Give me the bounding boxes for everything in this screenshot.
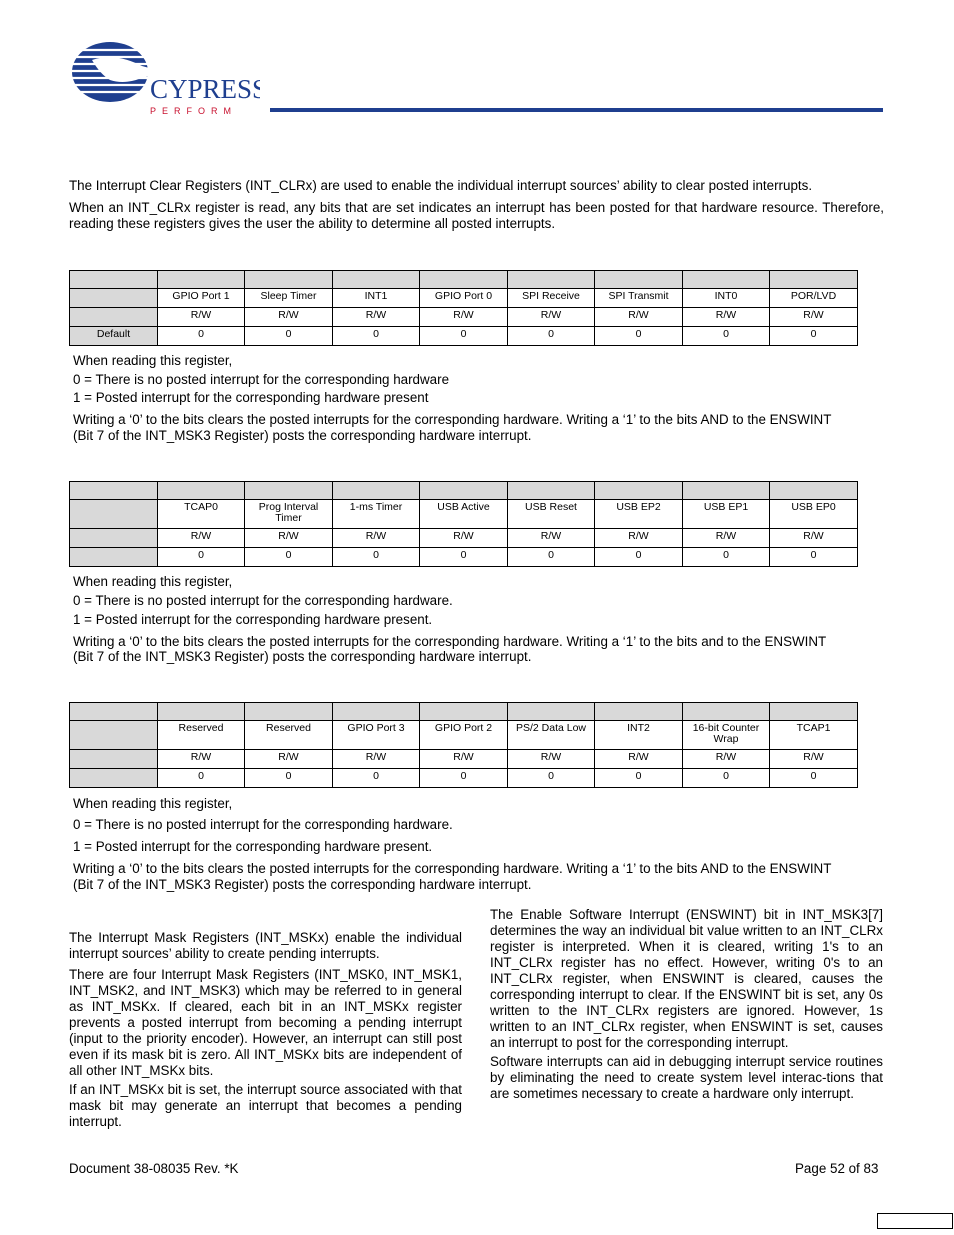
field-cell: INT2: [595, 721, 683, 750]
field-cell: USB Active: [420, 500, 508, 529]
register-table-int-clr2: [69, 702, 858, 788]
register-table-int-clr1: [69, 481, 858, 567]
footer-page-number: Page 52 of 83: [795, 1161, 879, 1176]
field-cell: POR/LVD: [770, 289, 858, 308]
field-row: [70, 289, 858, 308]
mask-right-paragraph-2: Software interrupts can aid in debugging interrupt service routines by eliminating the need to create system level interac-tions that are sometimes necessary to create a hardware only interrupt.: [490, 1054, 883, 1101]
reg1-note: 1 = Posted interrupt for the corresponding hardware present: [73, 390, 429, 405]
intro-paragraph-1: The Interrupt Clear Registers (INT_CLRx) are used to enable the individual interrupt sources’ ability to clear posted interrupts.: [69, 178, 813, 193]
field-cell: 16-bit Counter Wrap: [683, 721, 770, 750]
field-cell: SPI Receive: [508, 289, 595, 308]
field-cell: INT1: [333, 289, 420, 308]
default-row: 0 0 0 0 0 0 0 0: [70, 769, 858, 788]
field-row: [70, 500, 858, 529]
field-cell: PS/2 Data Low: [508, 721, 595, 750]
bit-header-row: [70, 482, 858, 500]
reg2-note: 0 = There is no posted interrupt for the corresponding hardware.: [73, 593, 453, 608]
cypress-logo: [70, 40, 260, 120]
mask-left-paragraph-2: There are four Interrupt Mask Registers (INT_MSK0, INT_MSK1, INT_MSK2, and INT_MSK3) which may be referred to in general as INT_MSKx. If cleared, each bit in an INT_MSKx register prevents a posted interrupt from becoming a pending interrupt (input to the priority encoder). However, an interrupt can still post even if its mask bit is zero. All INT_MSKx bits are independent of all other INT_MSKx bits.: [69, 967, 462, 1078]
field-cell: USB EP0: [770, 500, 858, 529]
bit-header-row: [70, 271, 858, 289]
field-cell: USB EP1: [683, 500, 770, 529]
reg3-write-note: (Bit 7 of the INT_MSK3 Register) posts the corresponding hardware interrupt.: [73, 877, 532, 892]
default-label: Default: [70, 327, 158, 346]
feedback-box[interactable]: [877, 1213, 953, 1229]
default-row: Default 0 0 0 0 0 0 0 0: [70, 327, 858, 346]
field-cell: TCAP1: [770, 721, 858, 750]
svg-text:CYPRESS: CYPRESS: [150, 74, 260, 104]
svg-text:PERFORM: PERFORM: [150, 106, 237, 116]
access-row: R/W R/W R/W R/W R/W R/W R/W R/W: [70, 529, 858, 548]
header-rule: [270, 108, 883, 112]
bit-header-row: [70, 703, 858, 721]
reg3-note: 0 = There is no posted interrupt for the corresponding hardware.: [73, 817, 453, 832]
access-row: R/W R/W R/W R/W R/W R/W R/W R/W: [70, 308, 858, 327]
footer-document-number: Document 38-08035 Rev. *K: [69, 1161, 239, 1176]
reg2-write-note: (Bit 7 of the INT_MSK3 Register) posts the corresponding hardware interrupt.: [73, 649, 532, 664]
default-row: 0 0 0 0 0 0 0 0: [70, 548, 858, 567]
field-cell: Reserved: [158, 721, 245, 750]
reg2-note: 1 = Posted interrupt for the corresponding hardware present.: [73, 612, 433, 627]
reg1-note: When reading this register,: [73, 353, 233, 368]
reg2-write-note: Writing a ‘0’ to the bits clears the posted interrupts for the corresponding hardware. Writing a ‘1’ to the bits and to the ENSWINT: [73, 634, 827, 649]
field-cell: 1-ms Timer: [333, 500, 420, 529]
field-cell: SPI Transmit: [595, 289, 683, 308]
field-cell: Reserved: [245, 721, 333, 750]
field-cell: GPIO Port 0: [420, 289, 508, 308]
register-table-int-clr0: [69, 270, 858, 346]
reg1-write-note: Writing a ‘0’ to the bits clears the posted interrupts for the corresponding hardware. Writing a ‘1’ to the bits AND to the ENSWINT: [73, 412, 832, 427]
reg1-note: 0 = There is no posted interrupt for the corresponding hardware: [73, 372, 450, 387]
mask-left-paragraph-1: The Interrupt Mask Registers (INT_MSKx) enable the individual interrupt sources’ ability to create pending interrupts.: [69, 930, 462, 961]
field-cell: USB EP2: [595, 500, 683, 529]
mask-left-paragraph-3: If an INT_MSKx bit is set, the interrupt source associated with that mask bit may generate an interrupt that becomes a pending interrupt.: [69, 1082, 462, 1129]
mask-right-paragraph-1: The Enable Software Interrupt (ENSWINT) bit in INT_MSK3[7] determines the way an individual bit value written to an INT_CLRx register is interpreted. When it is cleared, writing 1's to an INT_CLRx register has no effect. However, writing 0's to an INT_CLRx register, when ENSWINT is cleared, causes the corresponding interrupt to clear. If the ENSWINT bit is set, any 0s written to the INT_CLRx registers are ignored. However, 1s written to an INT_CLRx register, when ENSWINT is set, causes an interrupt to post for the corresponding interrupt.: [490, 907, 883, 1050]
reg3-write-note: Writing a ‘0’ to the bits clears the posted interrupts for the corresponding hardware. Writing a ‘1’ to the bits AND to the ENSWINT: [73, 861, 832, 876]
reg2-note: When reading this register,: [73, 574, 233, 589]
field-cell: TCAP0: [158, 500, 245, 529]
intro-paragraph-2: When an INT_CLRx register is read, any bits that are set indicates an interrupt has been posted for that hardware resource. Therefore, reading these registers gives the user the ability to determine all posted interrupts.: [69, 200, 884, 231]
field-cell: Prog Interval Timer: [245, 500, 333, 529]
field-cell: INT0: [683, 289, 770, 308]
field-cell: GPIO Port 1: [158, 289, 245, 308]
field-cell: USB Reset: [508, 500, 595, 529]
reg3-note: When reading this register,: [73, 796, 233, 811]
field-cell: Sleep Timer: [245, 289, 333, 308]
field-row: [70, 721, 858, 750]
reg3-note: 1 = Posted interrupt for the corresponding hardware present.: [73, 839, 433, 854]
reg1-write-note: (Bit 7 of the INT_MSK3 Register) posts the corresponding hardware interrupt.: [73, 428, 532, 443]
field-cell: GPIO Port 3: [333, 721, 420, 750]
field-cell: GPIO Port 2: [420, 721, 508, 750]
access-row: R/W R/W R/W R/W R/W R/W R/W R/W: [70, 750, 858, 769]
